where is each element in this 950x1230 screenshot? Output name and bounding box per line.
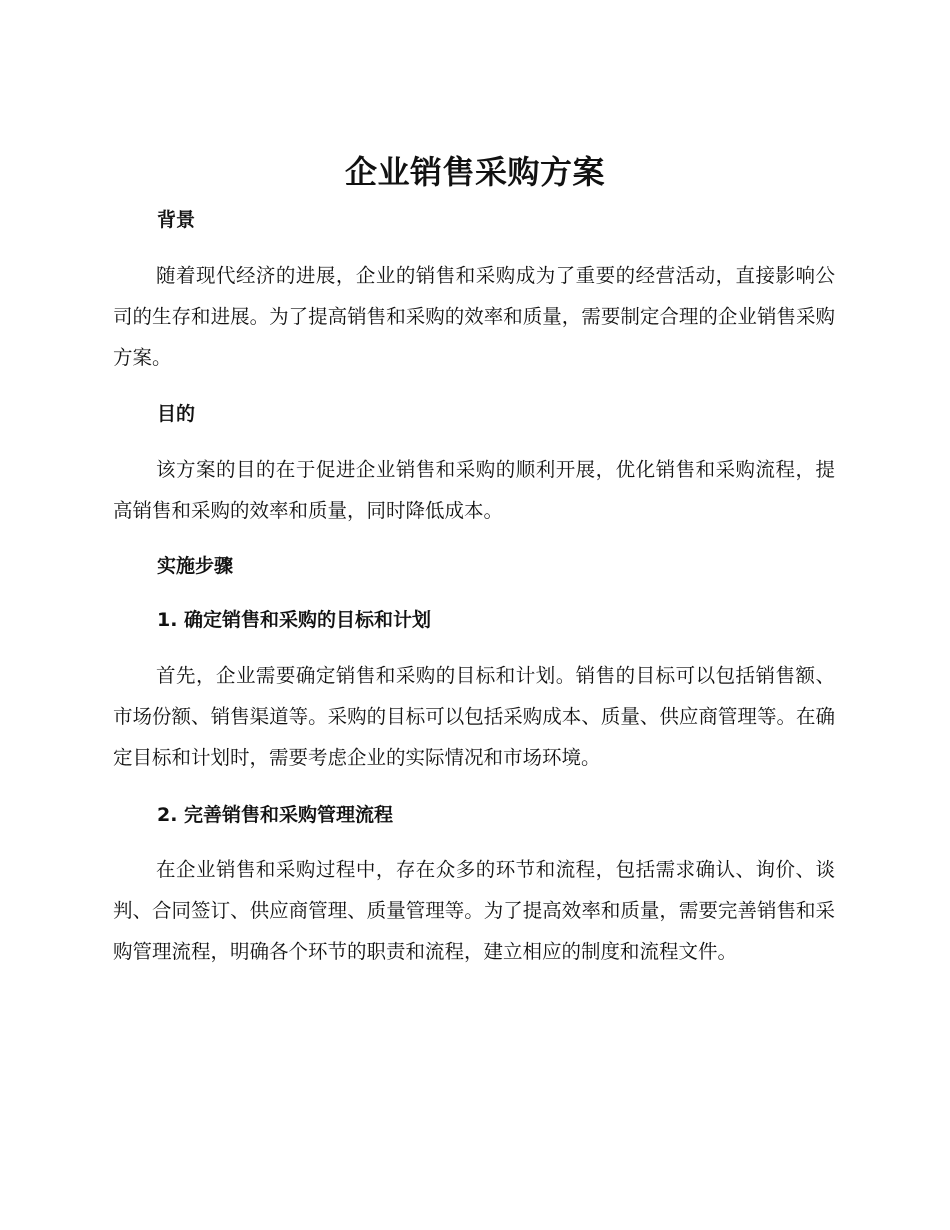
step-paragraph-1: 首先，企业需要确定销售和采购的目标和计划。销售的目标可以包括销售额、市场份额、销售渠道等。采购的目标可以包括采购成本、质量、供应商管理等。在确定目标和计划时，需要考虑企业的实际情况和市场环境。 (113, 664, 835, 769)
step-heading-2: 2. 完善销售和采购管理流程 (157, 804, 394, 826)
section-heading-purpose: 目的 (157, 403, 196, 425)
section-heading-steps: 实施步骤 (157, 555, 234, 577)
step-heading-1: 1. 确定销售和采购的目标和计划 (157, 609, 432, 631)
section-paragraph-background: 随着现代经济的进展，企业的销售和采购成为了重要的经营活动，直接影响公司的生存和进展。为了提高销售和采购的效率和质量，需要制定合理的企业销售采购方案。 (113, 264, 835, 369)
section-heading-background: 背景 (157, 209, 196, 231)
document-title: 企业销售采购方案 (344, 153, 605, 191)
section-paragraph-purpose: 该方案的目的在于促进企业销售和采购的顺利开展，优化销售和采购流程，提高销售和采购的效率和质量，同时降低成本。 (113, 458, 835, 522)
step-paragraph-2: 在企业销售和采购过程中，存在众多的环节和流程，包括需求确认、询价、谈判、合同签订、供应商管理、质量管理等。为了提高效率和质量，需要完善销售和采购管理流程，明确各个环节的职责和流程，建立相应的制度和流程文件。 (113, 858, 835, 963)
